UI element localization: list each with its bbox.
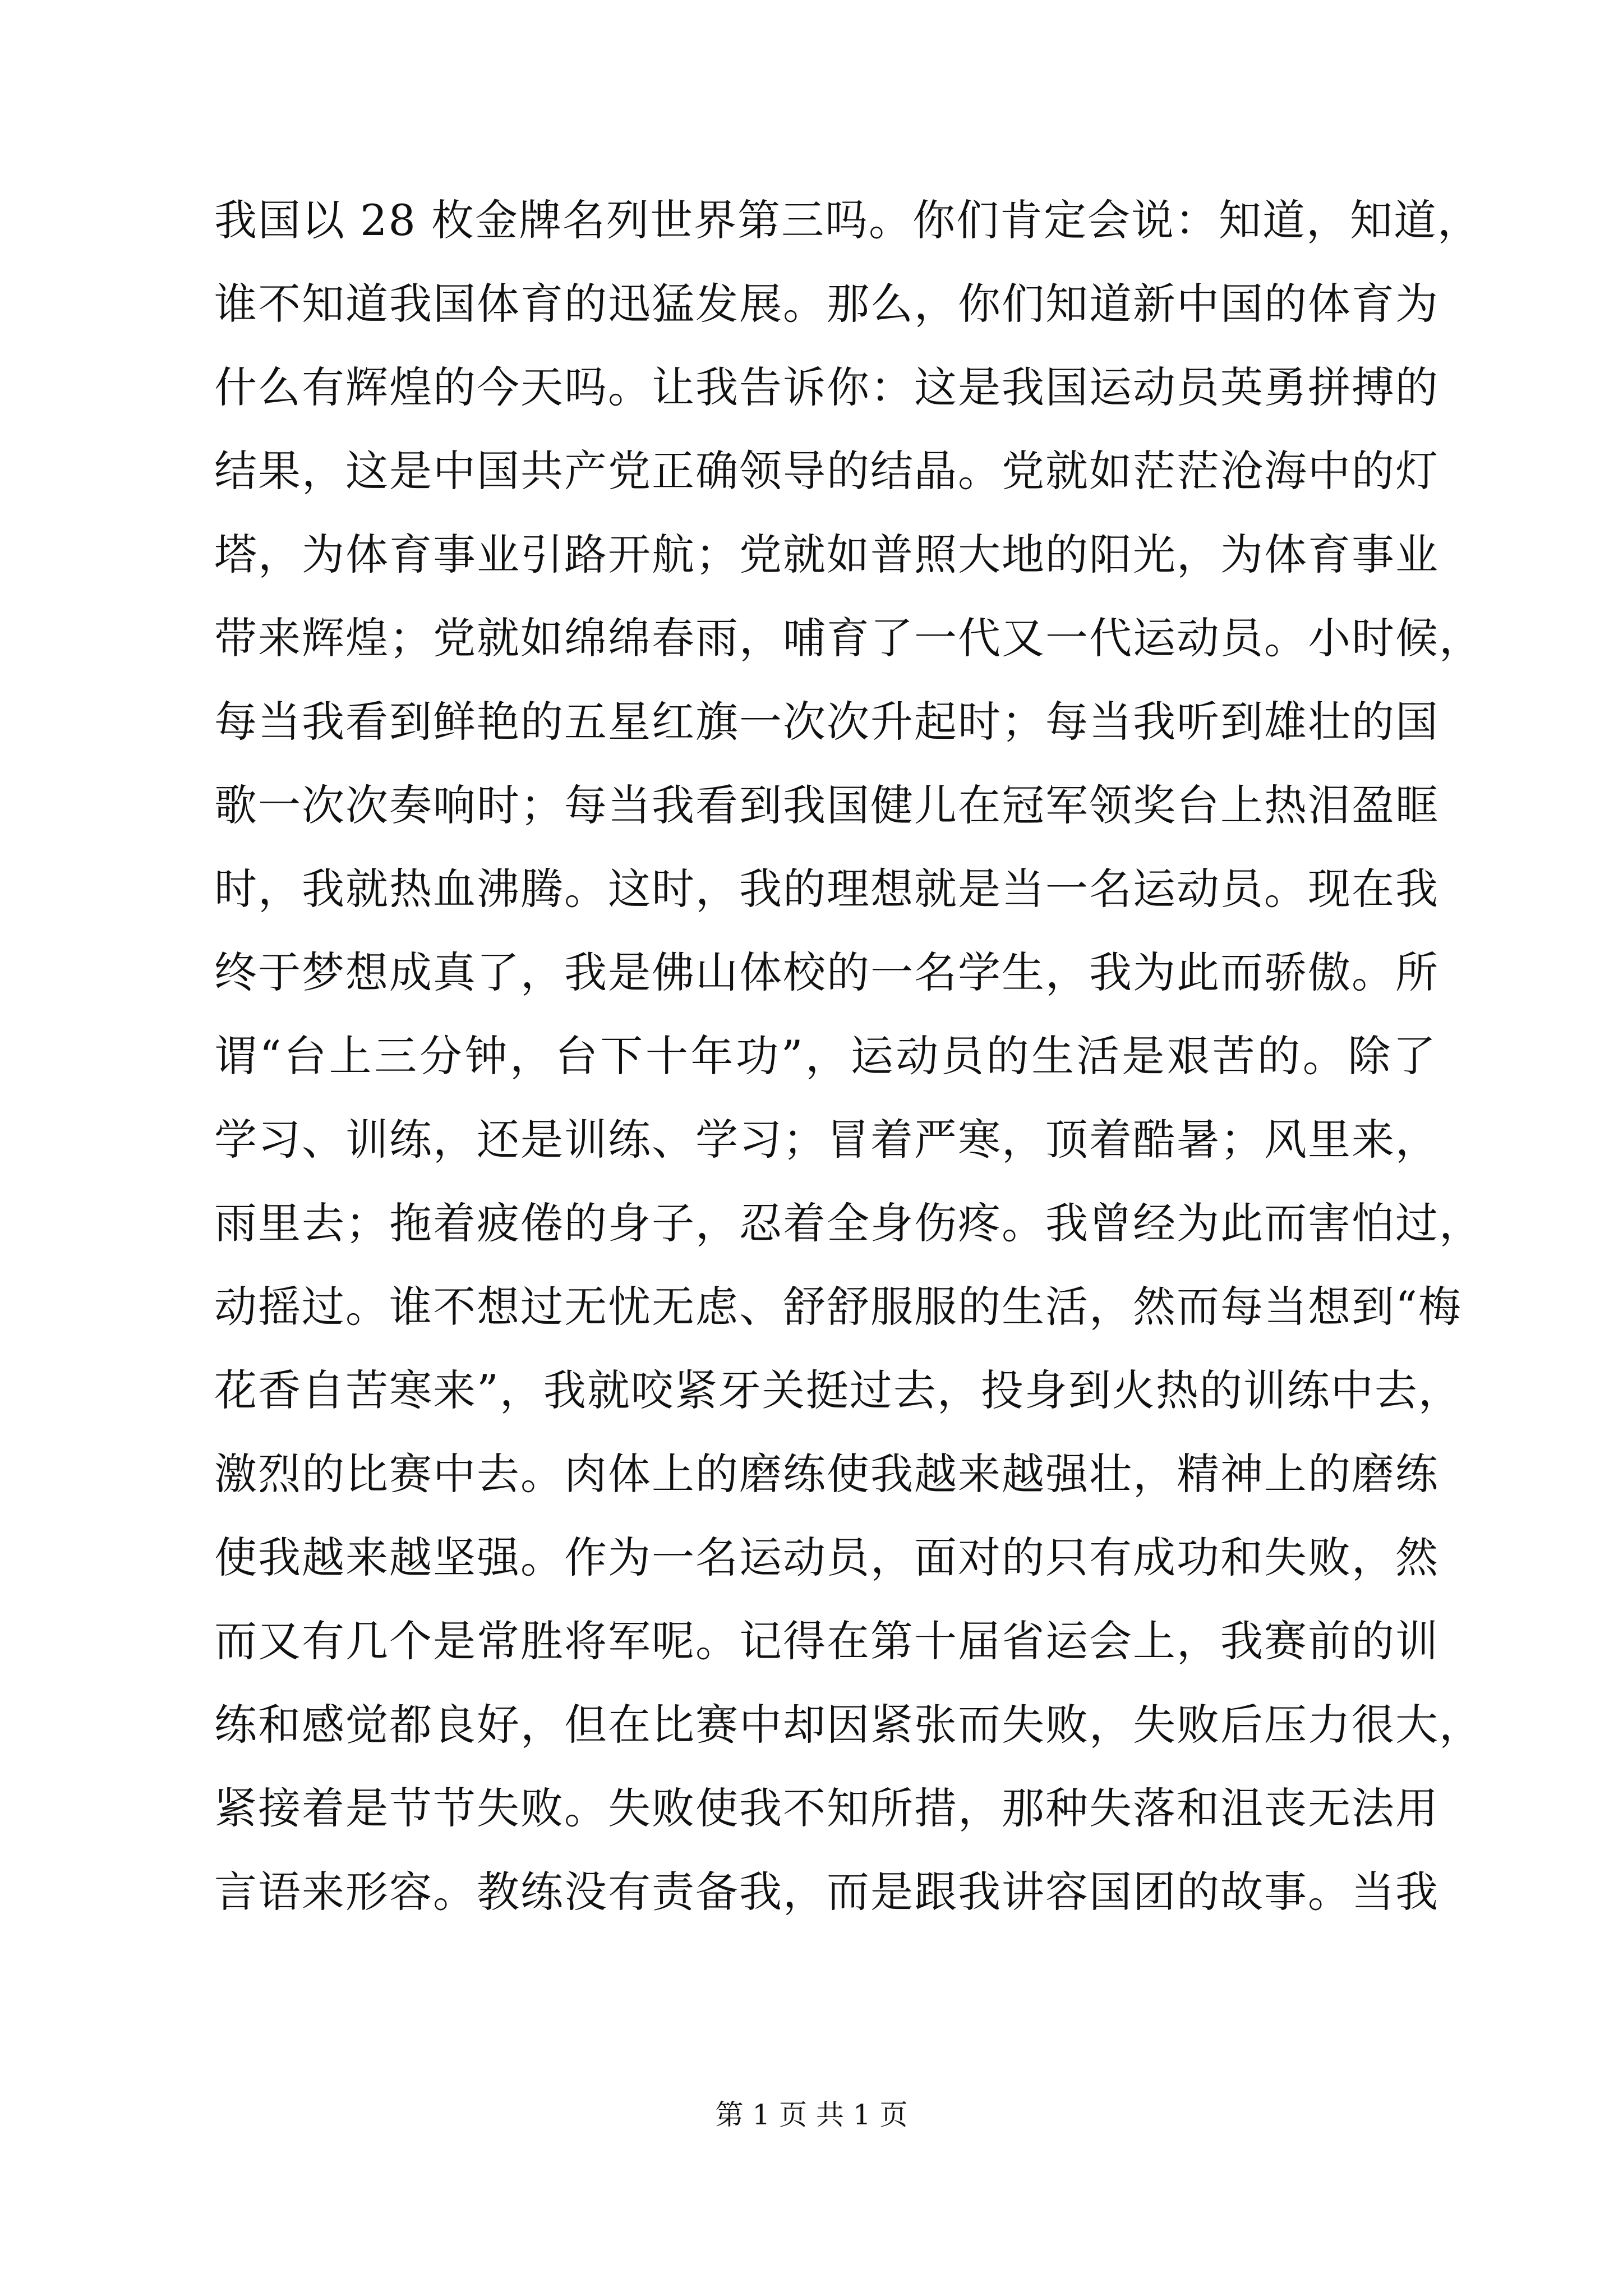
text-line: 学习、训练，还是训练、学习；冒着严寒，顶着酷暑；风里来， <box>214 1115 1439 1165</box>
text-line: 而又有几个是常胜将军呢。记得在第十届省运会上，我赛前的训 <box>214 1616 1439 1666</box>
text-line: 我国以 28 枚金牌名列世界第三吗。你们肯定会说：知道，知道， <box>214 195 1482 245</box>
page-number-label: 第 1 页 共 1 页 <box>715 2099 908 2131</box>
text-line: 歌一次次奏响时；每当我看到我国健儿在冠军领奖台上热泪盈眶 <box>214 780 1439 830</box>
text-line: 每当我看到鲜艳的五星红旗一次次升起时；每当我听到雄壮的国 <box>214 697 1439 747</box>
text-line: 练和感觉都良好，但在比赛中却因紧张而失败，失败后压力很大， <box>214 1700 1483 1750</box>
text-line: 言语来形容。教练没有责备我，而是跟我讲容国团的故事。当我 <box>214 1867 1439 1917</box>
body-text <box>214 178 1483 1934</box>
text-line: 结果，这是中国共产党正确领导的结晶。党就如茫茫沧海中的灯 <box>214 446 1439 496</box>
text-line: 谓“台上三分钟，台下十年功”，运动员的生活是艰苦的。除了 <box>214 1031 1437 1081</box>
text-line: 动摇过。谁不想过无忧无虑、舒舒服服的生活，然而每当想到“梅 <box>214 1282 1462 1332</box>
text-line: 紧接着是节节失败。失败使我不知所措，那种失落和沮丧无法用 <box>214 1783 1439 1833</box>
text-line: 时，我就热血沸腾。这时，我的理想就是当一名运动员。现在我 <box>214 864 1439 914</box>
text-line: 雨里去；拖着疲倦的身子，忍着全身伤疼。我曾经为此而害怕过， <box>214 1198 1483 1248</box>
text-line: 带来辉煌；党就如绵绵春雨，哺育了一代又一代运动员。小时候， <box>214 613 1483 663</box>
text-line: 花香自苦寒来”，我就咬紧牙关挺过去，投身到火热的训练中去， <box>214 1365 1462 1415</box>
text-line: 激烈的比赛中去。肉体上的磨练使我越来越强壮，精神上的磨练 <box>214 1449 1439 1499</box>
text-line: 塔，为体育事业引路开航；党就如普照大地的阳光，为体育事业 <box>214 530 1439 579</box>
text-line: 谁不知道我国体育的迅猛发展。那么，你们知道新中国的体育为 <box>214 279 1439 329</box>
page-footer <box>0 2098 1623 2132</box>
text-line: 终于梦想成真了，我是佛山体校的一名学生，我为此而骄傲。所 <box>214 947 1439 997</box>
text-line: 什么有辉煌的今天吗。让我告诉你：这是我国运动员英勇拼搏的 <box>214 362 1439 412</box>
text-line: 使我越来越坚强。作为一名运动员，面对的只有成功和失败，然 <box>214 1533 1439 1582</box>
